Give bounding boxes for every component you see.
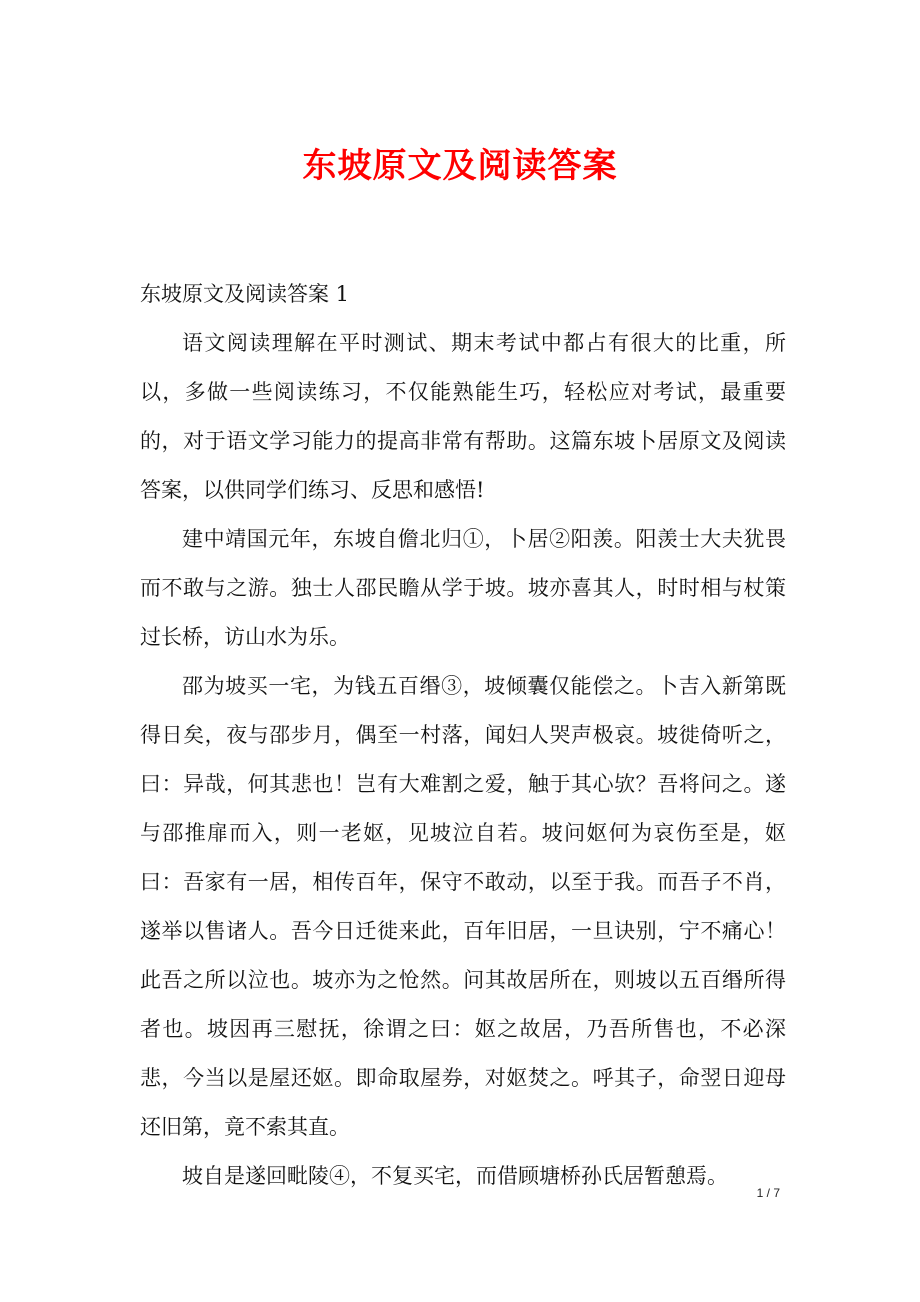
paragraph-text-1: 建中靖国元年，东坡自儋北归①，卜居②阳羡。阳羡士大夫犹畏而不敢与之游。独士人邵民瞻从学于坡。坡亦喜其人，时时相与杖策过长桥，访山水为乐。 bbox=[140, 527, 786, 649]
document-title: 东坡原文及阅读答案 bbox=[302, 146, 618, 186]
paragraph-text-3: 坡自是遂回毗陵④，不复买宅，而借顾塘桥孙氏居暂憩焉。 bbox=[182, 1164, 728, 1188]
paragraph-intro: 语文阅读理解在平时测试、期末考试中都占有很大的比重，所以，多做一些阅读练习，不仅能熟能生巧，轻松应对考试，最重要的，对于语文学习能力的提高非常有帮助。这篇东坡卜居原文及阅读答案，以供同学们练习、反思和感悟! bbox=[140, 331, 786, 502]
page-number: 1 / 7 bbox=[756, 1186, 780, 1200]
section-heading: 东坡原文及阅读答案 1 bbox=[140, 282, 350, 306]
paragraph-text-2: 邵为坡买一宅，为钱五百缗③，坡倾囊仅能偿之。卜吉入新第既得日矣，夜与邵步月，偶至一村落，闻妇人哭声极哀。坡徙倚听之，曰：异哉，何其悲也！岂有大难割之爱，触于其心欤？吾将问之。遂与邵推扉而入，则一老妪，见坡泣自若。坡问妪何为哀伤至是，妪曰：吾家有一居，相传百年，保守不敢动，以至于我。而吾子不肖，遂举以售诸人。吾今日迁徙来此，百年旧居，一旦诀别，宁不痛心！此吾之所以泣也。坡亦为之怆然。问其故居所在，则坡以五百缗所得者也。坡因再三慰抚，徐谓之曰：妪之故居，乃吾所售也，不必深悲，今当以是屋还妪。即命取屋券，对妪焚之。呼其子，命翌日迎母还旧第，竟不索其直。 bbox=[140, 674, 786, 1139]
document-body bbox=[140, 270, 786, 1201]
